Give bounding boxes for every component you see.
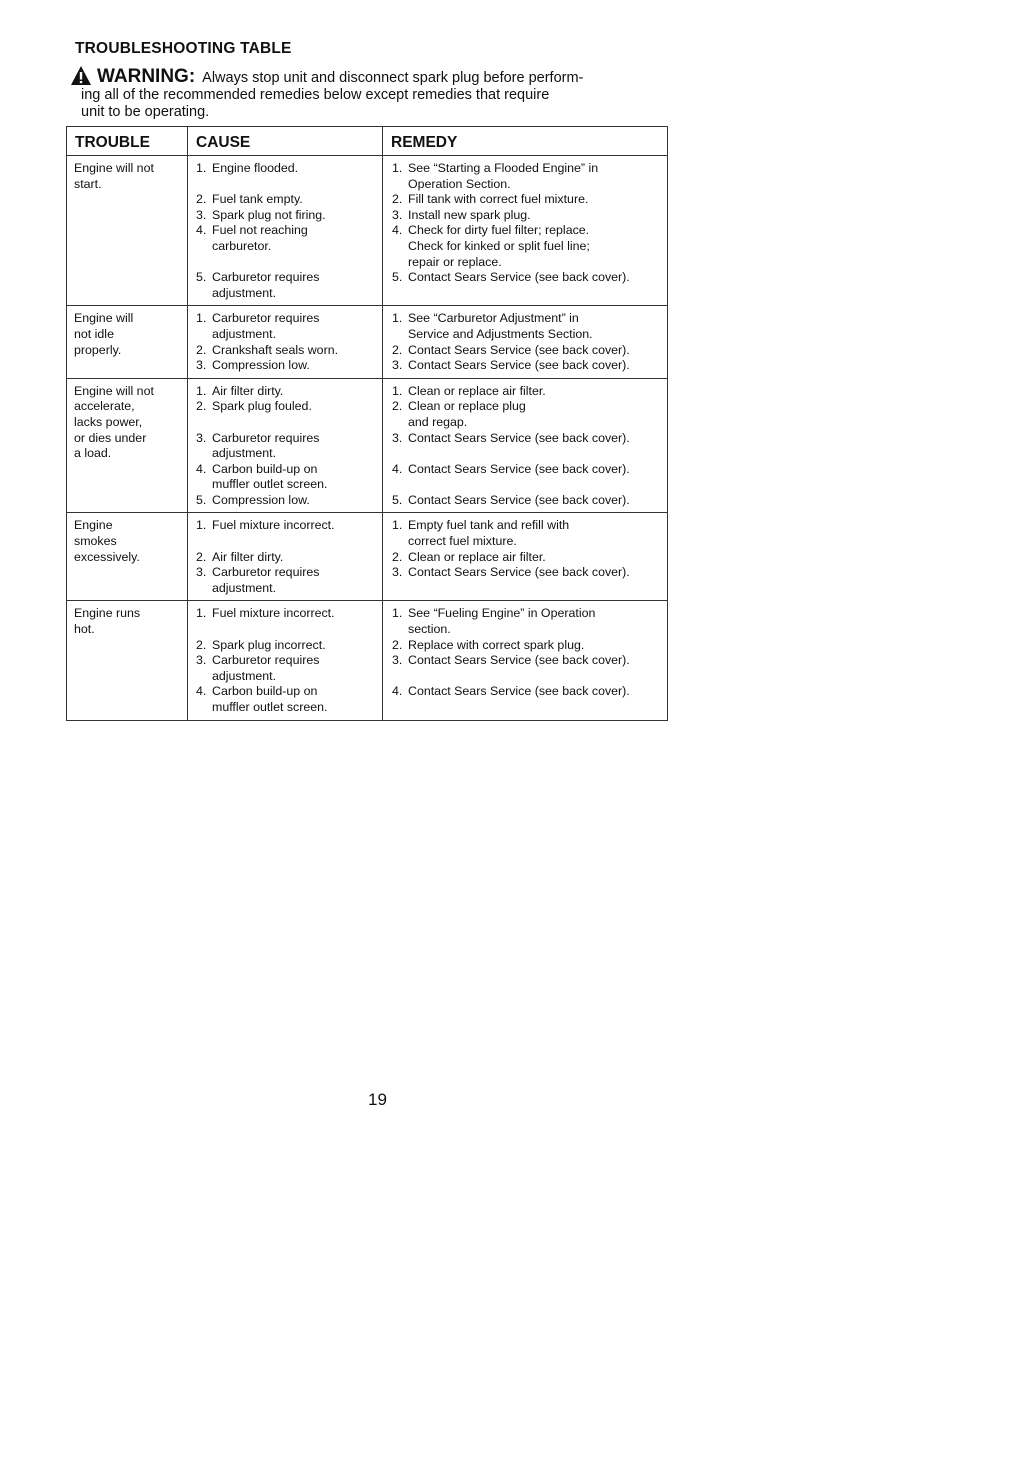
table-header-row bbox=[67, 127, 667, 156]
remedy-cell bbox=[383, 379, 667, 513]
warning-triangle-icon bbox=[70, 65, 92, 86]
cause-item-line bbox=[196, 669, 378, 685]
remedy-cell bbox=[383, 156, 667, 305]
trouble-text-line: or dies under bbox=[74, 430, 147, 445]
cause-cell bbox=[188, 379, 383, 513]
header-trouble: TROUBLE bbox=[67, 127, 188, 155]
remedy-text: See “Starting a Flooded Engine” in bbox=[408, 161, 599, 175]
remedy-number: 3. bbox=[392, 565, 403, 580]
remedy-item-line bbox=[392, 399, 663, 415]
remedy-item-line bbox=[392, 192, 663, 208]
remedy-number: 2. bbox=[392, 192, 403, 207]
cause-number: 3. bbox=[196, 653, 207, 668]
cause-item-line bbox=[196, 581, 378, 597]
cause-number: 5. bbox=[196, 270, 207, 285]
remedy-text: Operation Section. bbox=[408, 176, 511, 191]
cause-number: 3. bbox=[196, 565, 207, 580]
remedy-item-line bbox=[392, 638, 663, 654]
cause-text: Compression low. bbox=[212, 492, 310, 507]
remedy-number: 3. bbox=[392, 358, 403, 373]
remedy-text: Contact Sears Service (see back cover). bbox=[408, 653, 630, 668]
page-number: 19 bbox=[368, 1090, 387, 1109]
cause-text: Engine flooded. bbox=[212, 161, 299, 175]
cause-item-line bbox=[196, 343, 378, 359]
trouble-text-line: accelerate, bbox=[74, 399, 135, 414]
trouble-text-line: excessively. bbox=[74, 549, 140, 564]
warning-label: WARNING: bbox=[97, 66, 196, 87]
cause-text: Fuel not reaching bbox=[212, 223, 308, 238]
remedy-cell bbox=[383, 306, 667, 377]
cause-text: Spark plug incorrect. bbox=[212, 637, 326, 652]
spacer bbox=[196, 255, 378, 271]
remedy-item-line bbox=[392, 653, 663, 669]
cause-number: 1. bbox=[196, 518, 207, 533]
trouble-text-line: hot. bbox=[74, 622, 95, 637]
trouble-text-line: not idle bbox=[74, 326, 114, 341]
cause-item-line bbox=[196, 208, 378, 224]
cause-number: 3. bbox=[196, 207, 207, 222]
trouble-text-line: properly. bbox=[74, 342, 122, 357]
remedy-text: Replace with correct spark plug. bbox=[408, 637, 585, 652]
cause-item-line bbox=[196, 565, 378, 581]
cause-number: 1. bbox=[196, 161, 207, 175]
cause-text: Carburetor requires bbox=[212, 430, 320, 445]
remedy-item-line bbox=[392, 311, 663, 327]
warning-notice bbox=[70, 65, 670, 121]
trouble-cell bbox=[67, 513, 188, 600]
cause-number: 3. bbox=[196, 430, 207, 445]
remedy-text: Check for kinked or split fuel line; bbox=[408, 238, 590, 253]
trouble-text-line: Engine bbox=[74, 518, 113, 533]
cause-text: adjustment. bbox=[212, 326, 277, 341]
cause-number: 2. bbox=[196, 549, 207, 564]
cause-item-line bbox=[196, 327, 378, 343]
table-row bbox=[67, 306, 667, 378]
cause-text: Crankshaft seals worn. bbox=[212, 342, 339, 357]
remedy-number: 4. bbox=[392, 684, 403, 699]
spacer bbox=[392, 477, 663, 493]
cause-text: adjustment. bbox=[212, 446, 277, 461]
remedy-item-line bbox=[392, 462, 663, 478]
remedy-number bbox=[392, 534, 408, 550]
remedy-item-line bbox=[392, 493, 663, 509]
spacer bbox=[392, 446, 663, 462]
page-title: TROUBLESHOOTING TABLE bbox=[75, 40, 292, 57]
cause-item-line bbox=[196, 550, 378, 566]
remedy-text: Install new spark plug. bbox=[408, 207, 531, 222]
remedy-text: and regap. bbox=[408, 414, 468, 429]
remedy-text: Contact Sears Service (see back cover). bbox=[408, 430, 630, 445]
remedy-number: 1. bbox=[392, 606, 403, 621]
header-remedy: REMEDY bbox=[391, 134, 458, 151]
cause-item-line bbox=[196, 358, 378, 374]
remedy-item-line bbox=[392, 270, 663, 286]
spacer bbox=[392, 669, 663, 685]
remedy-number: 2. bbox=[392, 342, 403, 357]
remedy-text: Contact Sears Service (see back cover). bbox=[408, 684, 630, 699]
remedy-item-line bbox=[392, 415, 663, 431]
cause-cell bbox=[188, 156, 383, 305]
remedy-text: Fill tank with correct fuel mixture. bbox=[408, 192, 589, 207]
table-body bbox=[67, 156, 667, 720]
remedy-number: 2. bbox=[392, 549, 403, 564]
cause-text: Carburetor requires bbox=[212, 653, 320, 668]
remedy-number: 1. bbox=[392, 311, 403, 326]
cause-item-line bbox=[196, 223, 378, 239]
remedy-number bbox=[392, 177, 408, 193]
remedy-text: Contact Sears Service (see back cover). bbox=[408, 342, 630, 357]
cause-number bbox=[196, 477, 212, 493]
cause-item-line bbox=[196, 270, 378, 286]
warning-first-line bbox=[70, 65, 670, 87]
remedy-text: Clean or replace air filter. bbox=[408, 383, 546, 398]
warning-text-line-3: unit to be operating. bbox=[81, 104, 210, 120]
table-row bbox=[67, 156, 667, 306]
remedy-item-line bbox=[392, 177, 663, 193]
remedy-cell bbox=[383, 513, 667, 600]
remedy-number bbox=[392, 239, 408, 255]
remedy-text: section. bbox=[408, 622, 451, 637]
cause-text: adjustment. bbox=[212, 668, 277, 683]
spacer bbox=[196, 415, 378, 431]
cause-item-line bbox=[196, 192, 378, 208]
remedy-number: 1. bbox=[392, 383, 403, 398]
remedy-text: Check for dirty fuel filter; replace. bbox=[408, 223, 590, 238]
header-cause: CAUSE bbox=[188, 127, 383, 155]
spacer bbox=[196, 177, 378, 193]
cause-text: Spark plug not firing. bbox=[212, 207, 326, 222]
trouble-cell bbox=[67, 379, 188, 513]
cause-item-line bbox=[196, 161, 378, 177]
cause-cell bbox=[188, 601, 383, 719]
cause-text: Fuel tank empty. bbox=[212, 192, 303, 207]
cause-item-line bbox=[196, 311, 378, 327]
trouble-text-line: Engine runs bbox=[74, 606, 141, 621]
cause-text: Air filter dirty. bbox=[212, 383, 284, 398]
cause-item-line bbox=[196, 384, 378, 400]
remedy-text: See “Carburetor Adjustment” in bbox=[408, 311, 579, 326]
remedy-item-line bbox=[392, 327, 663, 343]
remedy-number: 3. bbox=[392, 430, 403, 445]
cause-number: 1. bbox=[196, 606, 207, 621]
remedy-number: 4. bbox=[392, 223, 403, 238]
cause-number: 4. bbox=[196, 684, 207, 699]
remedy-item-line bbox=[392, 606, 663, 622]
trouble-cell bbox=[67, 156, 188, 305]
remedy-number: 5. bbox=[392, 492, 403, 507]
cause-number: 3. bbox=[196, 358, 207, 373]
remedy-text: Contact Sears Service (see back cover). bbox=[408, 565, 630, 580]
remedy-number: 3. bbox=[392, 207, 403, 222]
warning-text-line-1: Always stop unit and disconnect spark plug before perform- bbox=[202, 70, 584, 86]
cause-cell bbox=[188, 513, 383, 600]
remedy-number: 5. bbox=[392, 270, 403, 285]
cause-item-line bbox=[196, 399, 378, 415]
cause-number bbox=[196, 239, 212, 255]
cause-item-line bbox=[196, 462, 378, 478]
cause-text: Carburetor requires bbox=[212, 565, 320, 580]
cause-text: carburetor. bbox=[212, 238, 272, 253]
remedy-item-line bbox=[392, 161, 663, 177]
cause-text: muffler outlet screen. bbox=[212, 700, 328, 714]
cause-number bbox=[196, 446, 212, 462]
cause-item-line bbox=[196, 518, 378, 534]
remedy-text: Service and Adjustments Section. bbox=[408, 326, 593, 341]
remedy-item-line bbox=[392, 384, 663, 400]
remedy-text: correct fuel mixture. bbox=[408, 534, 517, 549]
remedy-text: Contact Sears Service (see back cover). bbox=[408, 270, 630, 285]
cause-text: Fuel mixture incorrect. bbox=[212, 606, 335, 621]
cause-number: 2. bbox=[196, 342, 207, 357]
cause-text: muffler outlet screen. bbox=[212, 477, 328, 492]
cause-text: Carbon build-up on bbox=[212, 461, 318, 476]
cause-text: adjustment. bbox=[212, 580, 277, 595]
remedy-number: 3. bbox=[392, 653, 403, 668]
cause-text: Carburetor requires bbox=[212, 311, 320, 326]
cause-text: Spark plug fouled. bbox=[212, 399, 312, 414]
cause-item-line bbox=[196, 286, 378, 302]
cause-cell bbox=[188, 306, 383, 377]
cause-text: Air filter dirty. bbox=[212, 549, 284, 564]
remedy-number bbox=[392, 415, 408, 431]
cause-number: 2. bbox=[196, 399, 207, 414]
cause-item-line bbox=[196, 653, 378, 669]
table-row bbox=[67, 379, 667, 514]
remedy-text: Contact Sears Service (see back cover). bbox=[408, 461, 630, 476]
cause-number bbox=[196, 327, 212, 343]
spacer bbox=[196, 534, 378, 550]
remedy-number: 2. bbox=[392, 399, 403, 414]
trouble-cell bbox=[67, 601, 188, 719]
remedy-text: Clean or replace plug bbox=[408, 399, 526, 414]
warning-text-line-2: ing all of the recommended remedies below except remedies that require bbox=[81, 87, 550, 103]
cause-text: adjustment. bbox=[212, 285, 277, 300]
cause-number bbox=[196, 286, 212, 302]
remedy-item-line bbox=[392, 684, 663, 700]
remedy-item-line bbox=[392, 622, 663, 638]
remedy-text: Contact Sears Service (see back cover). bbox=[408, 358, 630, 373]
remedy-number: 1. bbox=[392, 161, 403, 175]
trouble-text-line: Engine will not bbox=[74, 383, 154, 398]
remedy-text: See “Fueling Engine” in Operation bbox=[408, 606, 596, 621]
remedy-item-line bbox=[392, 343, 663, 359]
cause-number bbox=[196, 700, 212, 716]
remedy-text: Empty fuel tank and refill with bbox=[408, 518, 570, 533]
cause-text: Fuel mixture incorrect. bbox=[212, 518, 335, 533]
cause-item-line bbox=[196, 477, 378, 493]
cause-number: 1. bbox=[196, 383, 207, 398]
remedy-item-line bbox=[392, 431, 663, 447]
cause-number bbox=[196, 669, 212, 685]
cause-number: 2. bbox=[196, 192, 207, 207]
remedy-item-line bbox=[392, 223, 663, 239]
remedy-item-line bbox=[392, 518, 663, 534]
remedy-text: repair or replace. bbox=[408, 254, 502, 269]
spacer bbox=[196, 622, 378, 638]
cause-number bbox=[196, 581, 212, 597]
cause-text: Compression low. bbox=[212, 358, 310, 373]
cause-item-line bbox=[196, 684, 378, 700]
remedy-text: Clean or replace air filter. bbox=[408, 549, 546, 564]
remedy-item-line bbox=[392, 358, 663, 374]
troubleshooting-table bbox=[66, 126, 668, 721]
remedy-item-line bbox=[392, 208, 663, 224]
cause-number: 4. bbox=[196, 461, 207, 476]
remedy-item-line bbox=[392, 239, 663, 255]
cause-text: Carbon build-up on bbox=[212, 684, 318, 699]
remedy-item-line bbox=[392, 565, 663, 581]
remedy-item-line bbox=[392, 534, 663, 550]
cause-item-line bbox=[196, 638, 378, 654]
remedy-item-line bbox=[392, 255, 663, 271]
remedy-text: Contact Sears Service (see back cover). bbox=[408, 492, 630, 507]
remedy-item-line bbox=[392, 550, 663, 566]
cause-item-line bbox=[196, 431, 378, 447]
remedy-number: 4. bbox=[392, 461, 403, 476]
cause-number: 4. bbox=[196, 223, 207, 238]
remedy-number bbox=[392, 327, 408, 343]
cause-item-line bbox=[196, 493, 378, 509]
trouble-text-line: a load. bbox=[74, 446, 112, 461]
cause-number: 1. bbox=[196, 311, 207, 326]
cause-item-line bbox=[196, 239, 378, 255]
trouble-text-line: Engine will not bbox=[74, 161, 154, 175]
trouble-text-line: lacks power, bbox=[74, 414, 143, 429]
table-row bbox=[67, 513, 667, 601]
table-row bbox=[67, 601, 667, 719]
trouble-text-line: Engine will bbox=[74, 311, 134, 326]
cause-number: 5. bbox=[196, 492, 207, 507]
cause-item-line bbox=[196, 606, 378, 622]
remedy-number bbox=[392, 622, 408, 638]
trouble-text-line: start. bbox=[74, 176, 102, 191]
cause-item-line bbox=[196, 700, 378, 716]
cause-text: Carburetor requires bbox=[212, 270, 320, 285]
cause-number: 2. bbox=[196, 637, 207, 652]
remedy-number: 1. bbox=[392, 518, 403, 533]
remedy-number: 2. bbox=[392, 637, 403, 652]
trouble-text-line: smokes bbox=[74, 534, 117, 549]
trouble-cell bbox=[67, 306, 188, 377]
remedy-cell bbox=[383, 601, 667, 719]
remedy-number bbox=[392, 255, 408, 271]
cause-item-line bbox=[196, 446, 378, 462]
